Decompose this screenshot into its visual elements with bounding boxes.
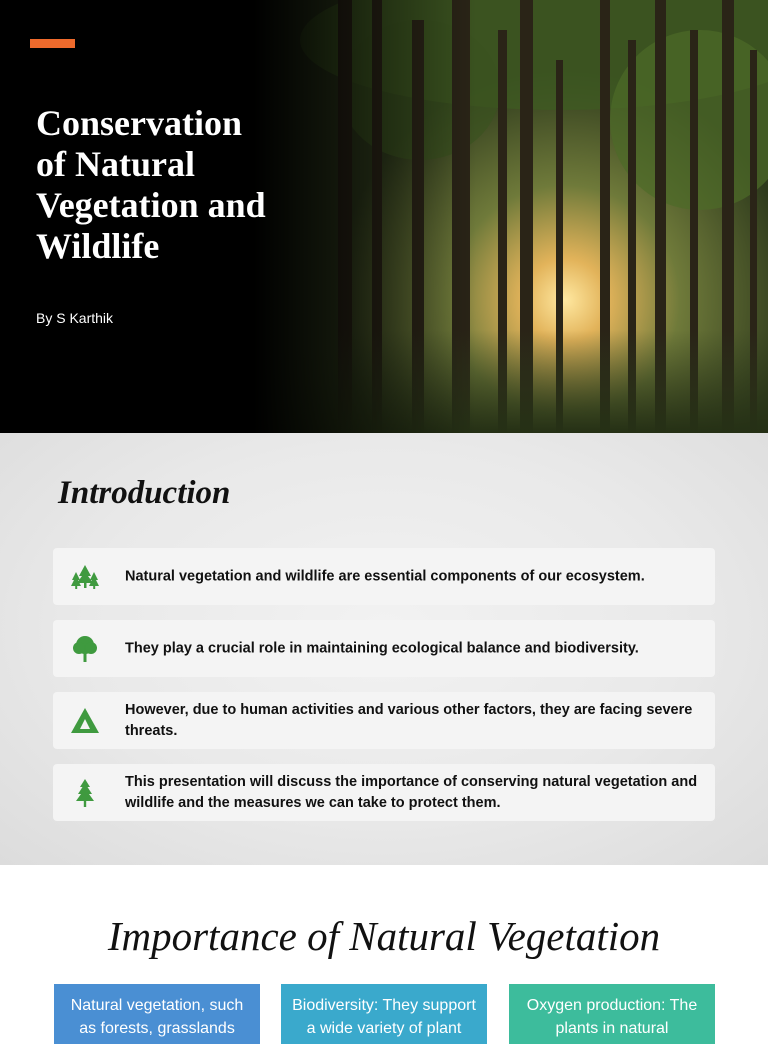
forest-icon	[69, 561, 101, 593]
intro-point-card	[53, 764, 715, 821]
warning-icon	[69, 705, 101, 737]
presentation-title: Conservation of Natural Vegetation and Wildlife	[36, 103, 266, 266]
intro-point-text: However, due to human activities and various other factors, they are facing severe threats.	[125, 701, 693, 739]
accent-bar	[30, 39, 75, 48]
intro-point-text: This presentation will discuss the importance of conserving natural vegetation and wildlife and the measures we can take to protect them.	[125, 773, 698, 811]
pine-tree-icon	[69, 777, 101, 809]
title-slide	[0, 0, 768, 433]
author-name: By S Karthik	[36, 310, 114, 326]
introduction-slide	[0, 433, 768, 865]
importance-box: Biodiversity: They support a wide variety of plant	[281, 984, 487, 1044]
importance-heading: Importance of Natural Vegetation	[107, 913, 661, 959]
introduction-heading: Introduction	[58, 475, 231, 511]
intro-point-text: They play a crucial role in maintaining ecological balance and biodiversity.	[125, 640, 639, 656]
intro-point-card	[53, 692, 715, 749]
importance-slide	[0, 866, 768, 1037]
intro-point-text: Natural vegetation and wildlife are essential components of our ecosystem.	[125, 568, 645, 584]
intro-point-card	[53, 548, 715, 605]
importance-box: Natural vegetation, such as forests, grasslands	[54, 984, 260, 1044]
intro-point-card	[53, 620, 715, 677]
importance-box: Oxygen production: The plants in natural	[509, 984, 715, 1044]
tree-icon	[69, 633, 101, 665]
